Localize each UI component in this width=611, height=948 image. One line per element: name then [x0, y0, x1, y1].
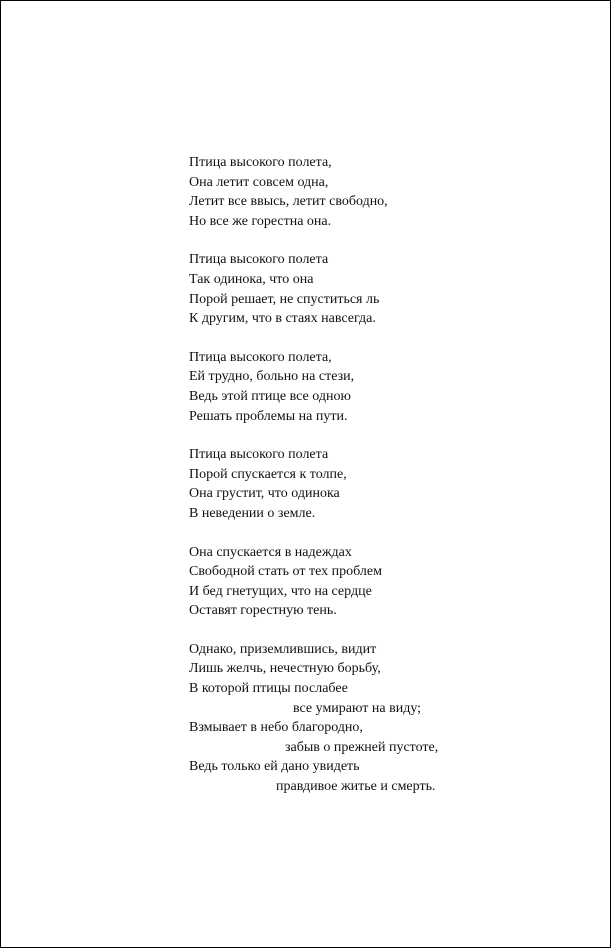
poem-line: Ведь только ей дано увидеть: [189, 759, 360, 775]
poem-line: Птица высокого полета: [189, 447, 329, 463]
stanza-1: [189, 153, 479, 231]
poem-line: Взмывает в небо благородно,: [189, 720, 363, 736]
poem-line: Птица высокого полета,: [189, 349, 332, 365]
stanza-4: [189, 445, 479, 523]
poem-line-indented: забыв о прежней пустоте,: [285, 739, 439, 755]
poem-line: Решать проблемы на пути.: [189, 408, 348, 424]
poem-line: Она спускается в надеждах: [189, 544, 352, 560]
poem-line: Птица высокого полета,: [189, 155, 332, 170]
poem-line: Она грустит, что одинока: [189, 486, 340, 502]
poem-line: Оставят горестную тень.: [189, 603, 337, 619]
poem-line: В неведении о земле.: [189, 505, 316, 521]
stanza-6: [189, 640, 479, 797]
poem-line-indented: правдивое житье и смерть.: [276, 779, 436, 795]
poem-line: Ведь этой птице все одною: [189, 388, 351, 404]
poem-line: В которой птицы послабее: [189, 681, 348, 697]
poem-line: Она летит совсем одна,: [189, 174, 329, 190]
poem-line: Птица высокого полета: [189, 252, 329, 268]
poem-line: Порой решает, не спуститься ль: [189, 291, 380, 307]
poem-line: И бед гнетущих, что на сердце: [189, 583, 372, 599]
poem-line: Летит все ввысь, летит свободно,: [189, 194, 388, 210]
poem-line: Свободной стать от тех проблем: [189, 564, 382, 580]
poem-line: Порой спускается к толпе,: [189, 466, 347, 482]
poem-line: Однако, приземлившись, видит: [189, 641, 377, 657]
poem-line: Лишь желчь, нечестную борьбу,: [189, 661, 381, 677]
stanza-3: [189, 348, 479, 426]
poem-line: Ей трудно, больно на стези,: [189, 369, 355, 385]
poem-line: Но все же горестна она.: [189, 213, 332, 229]
stanza-5: [189, 543, 479, 621]
poem-line-indented: все умирают на виду;: [293, 700, 422, 716]
poem-line: К другим, что в стаях навсегда.: [189, 311, 376, 327]
poem-line: Так одинока, что она: [189, 271, 314, 287]
poem: [189, 153, 479, 816]
stanza-2: [189, 250, 479, 328]
